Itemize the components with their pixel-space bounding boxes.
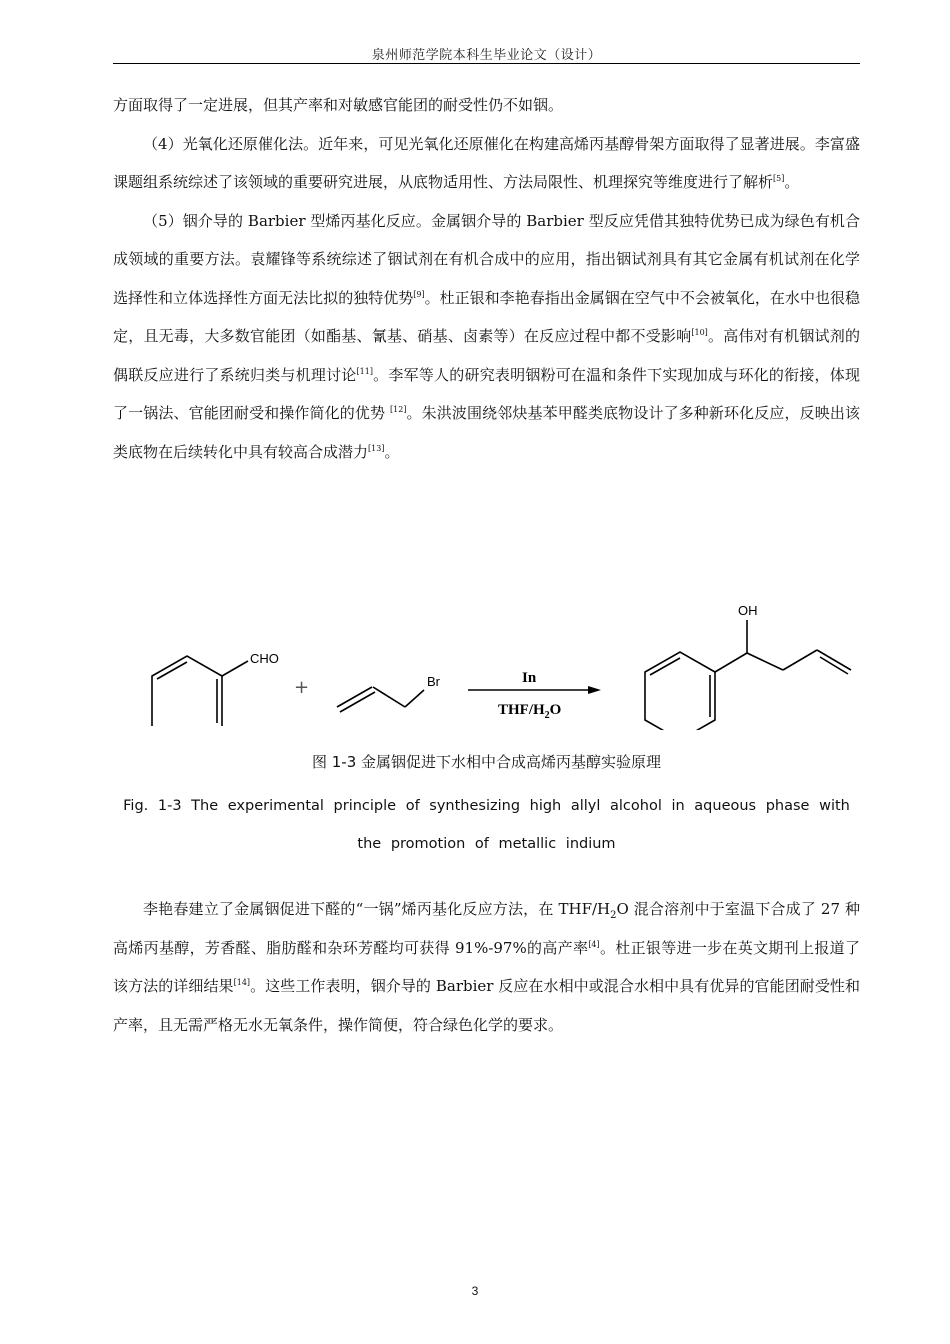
- page-header: 泉州师范学院本科生毕业论文（设计）: [371, 48, 602, 63]
- paragraph-3-text-a: （5）铟介导的 Barbier 型烯丙基化反应。金属铟介导的 Barbier 型反应凭借其独特优势已成为绿色有机合成领域的重要方法。袁耀锋等系统综述了铟试剂在有机合成中的应用，指出铟试剂具有其它金属有机试剂在化学选择性和立体选择性方面无法比拟的独特优势: [113, 211, 860, 307]
- citation-10: [10]: [691, 328, 708, 337]
- br-label: Br: [427, 674, 440, 689]
- plus-sign: +: [294, 677, 310, 698]
- paragraph-3-end: 。: [384, 442, 400, 461]
- paragraph-4-subscript: 2: [610, 910, 617, 921]
- paragraph-4-text-c: 。杜正银等进一步在英文期刊上报道了该方法的详细结果: [113, 938, 860, 995]
- paragraph-4: [113, 890, 860, 1044]
- homoallylic-alcohol-structure: [645, 620, 851, 730]
- paragraph-3-text-e: 。朱洪波围绕邻炔基苯甲醛类底物设计了多种新环化反应，反映出该类底物在后续转化中具有较高合成潜力: [113, 404, 860, 461]
- oh-label: OH: [738, 603, 758, 618]
- paragraph-4-text-d: 。这些工作表明，铟介导的 Barbier 反应在水相中或混合水相中具有优异的官能团耐受性和产率，且无需严格无水无氧条件，操作简便，符合绿色化学的要求。: [113, 977, 860, 1034]
- page-number: 3: [471, 1284, 479, 1298]
- paragraph-1: [113, 86, 860, 125]
- figure-caption-en: Fig. 1-3 The experimental principle of synthesizing high allyl alcohol in aqueous phase with the promotion of metallic indium: [123, 798, 850, 852]
- allyl-bromide-structure: [337, 687, 424, 712]
- paragraph-1-text: 方面取得了一定进展，但其产率和对敏感官能团的耐受性仍不如铟。: [113, 96, 564, 114]
- figure-caption-cn: 图 1-3 金属铟促进下水相中合成高烯丙基醇实验原理: [311, 753, 662, 771]
- paragraph-4-text-a: 李艳春建立了金属铟促进下醛的“一锅”烯丙基化反应方法，在 THF/H: [143, 900, 611, 918]
- benzaldehyde-structure: [152, 656, 248, 726]
- cho-label: CHO: [250, 651, 279, 666]
- solvent-prefix: THF/H: [498, 702, 545, 718]
- paragraph-2-end: 。: [784, 173, 800, 191]
- reagent-indium: In: [522, 670, 537, 686]
- reaction-arrow: [468, 686, 601, 694]
- citation-13: [13]: [368, 443, 385, 453]
- paragraph-2-text: （4）光氧化还原催化法。近年来，可见光氧化还原催化在构建高烯丙基醇骨架方面取得了显著进展。李富盛课题组系统综述了该领域的重要研究进展，从底物适用性、方法局限性、机理探究等维度进行了解析: [113, 134, 860, 191]
- citation-5: [5]: [773, 174, 785, 183]
- citation-12: [12]: [390, 405, 407, 414]
- solvent-suffix: O: [549, 702, 562, 718]
- body-text-top: [113, 86, 860, 471]
- citation-14: [14]: [233, 978, 251, 987]
- paragraph-3-text-b: 。杜正银和李艳春指出金属铟在空气中不会被氧化，在水中也很稳定，且无毒，大多数官能团（如酯基、氰基、硝基、卤素等）在反应过程中都不受影响: [113, 288, 860, 345]
- citation-9: [9]: [413, 289, 425, 299]
- body-text-bottom: [113, 890, 860, 1044]
- solvent-subscript: 2: [544, 710, 550, 721]
- solvent-label: [498, 702, 561, 721]
- paragraph-3-text-c: 。高伟对有机铟试剂的偶联反应进行了系统归类与机理讨论: [113, 327, 860, 384]
- paragraph-3-text-d: 。李军等人的研究表明铟粉可在温和条件下实现加成与环化的衔接，体现了一锅法、官能团耐受和操作简化的优势: [113, 365, 860, 422]
- paragraph-2: [113, 125, 860, 202]
- header-rule: [113, 63, 860, 64]
- reaction-scheme: [140, 590, 860, 730]
- paragraph-3: [113, 202, 860, 472]
- paragraph-4-text-b: O 混合溶剂中于室温下合成了 27 种高烯丙基醇，芳香醛、脂肪醛和杂环芳醛均可获得 91%-97%的高产率: [113, 900, 860, 957]
- citation-4: [4]: [588, 939, 600, 949]
- citation-11: [11]: [356, 366, 373, 376]
